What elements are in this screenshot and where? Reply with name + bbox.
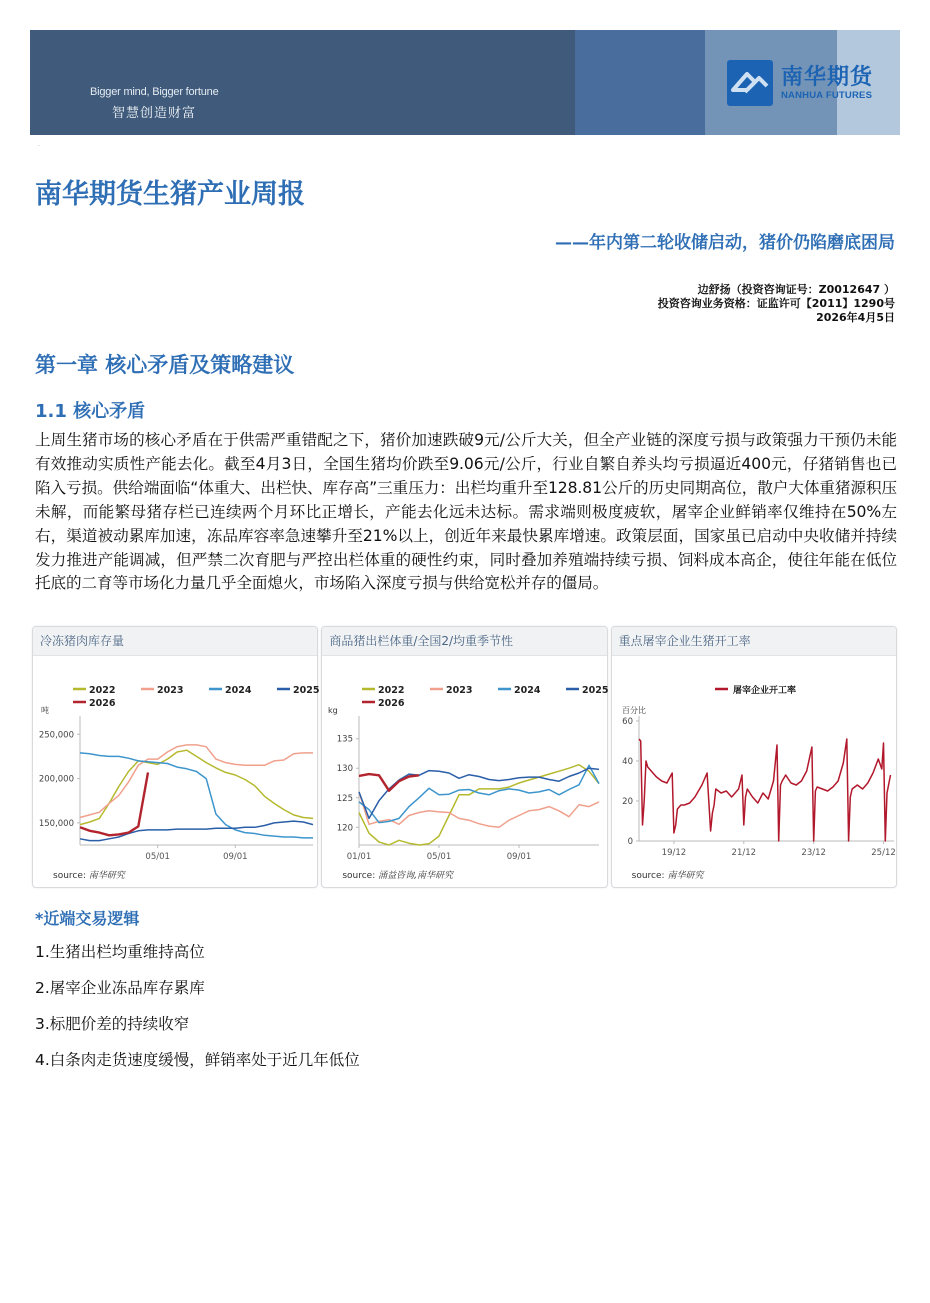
chart-title: 商品猪出栏体重/全国2/均重季节性	[322, 627, 606, 656]
report-title: 南华期货生猪产业周报	[35, 179, 305, 210]
y-tick-label: 130	[337, 764, 354, 775]
chart-card-frozen-pork-inventory	[32, 626, 318, 888]
report-subtitle: ——年内第二轮收储启动，猪价仍陷磨底困局	[555, 233, 895, 253]
x-tick-label: 09/01	[223, 852, 248, 862]
legend-label: 屠宰企业开工率	[732, 686, 796, 696]
series-line	[359, 792, 599, 827]
trading-logic-heading: *近端交易逻辑	[35, 909, 140, 928]
legend-label: 2024	[514, 685, 541, 696]
series-line	[80, 821, 313, 841]
legend-label: 2022	[378, 685, 405, 696]
section-heading: 1.1 核心矛盾	[35, 401, 146, 422]
x-tick-label: 21/12	[731, 848, 756, 858]
chart-source: source: 南华研究	[53, 871, 125, 881]
y-tick-label: 120	[337, 823, 354, 834]
y-tick-label: 135	[337, 734, 354, 745]
y-tick-label: 200,000	[38, 774, 74, 785]
qualification: 投资咨询业务资格：证监许可【2011】1290号	[657, 297, 895, 310]
chart-source: source: 南华研究	[631, 871, 704, 881]
y-axis-label: 吨	[41, 706, 49, 715]
series-line	[639, 739, 891, 841]
x-tick-label: 05/01	[145, 852, 170, 862]
list-item: 3.标肥价差的持续收窄	[35, 1015, 190, 1033]
slogan-chinese: 智慧创造财富	[112, 106, 197, 121]
y-tick-label: 40	[621, 757, 633, 767]
chapter-heading: 第一章 核心矛盾及策略建议	[35, 353, 295, 377]
company-logo	[727, 60, 873, 106]
legend-label: 2025	[293, 685, 320, 696]
chart-card-slaughter-operating-rate	[611, 626, 897, 888]
series-line	[80, 753, 313, 838]
banner-main-segment	[30, 30, 575, 135]
series-line	[80, 772, 148, 835]
list-item: 4.白条肉走货速度缓慢，鲜销率处于近几年低位	[35, 1051, 360, 1069]
logo-english-text: NANHUA FUTURES	[781, 89, 873, 101]
legend-label: 2023	[157, 685, 184, 696]
y-tick-label: 250,000	[38, 730, 74, 741]
chart-title: 冷冻猪肉库存量	[33, 627, 317, 656]
legend-label: 2026	[378, 698, 405, 709]
x-tick-label: 25/12	[870, 848, 896, 858]
line-chart	[33, 656, 320, 862]
y-tick-label: 60	[621, 717, 633, 727]
y-axis-label: 百分比	[621, 706, 646, 715]
line-chart	[612, 656, 898, 856]
legend-label: 2025	[582, 685, 609, 696]
line-chart	[322, 656, 609, 862]
y-tick-label: 0	[627, 837, 633, 847]
series-line	[80, 750, 313, 824]
banner-segment	[575, 30, 705, 135]
legend-label: 2022	[89, 685, 116, 696]
slogan-english: Bigger mind, Bigger fortune	[90, 86, 219, 98]
author: 边舒扬（投资咨询证号：Z0012647 ）	[697, 283, 895, 296]
x-tick-label: 01/01	[347, 852, 372, 862]
body-paragraph: 上周生猪市场的核心矛盾在于供需严重错配之下，猪价加速跌破9元/公斤大关，但全产业链的深度亏损与政策强力干预仍未能有效推动实质性产能去化。截至4月3日，全国生猪均价跌至9.06元/公斤，行业自繁自养头均亏损逼近400元，仔猪销售也已陷入亏损。供给端面临“体重大、出栏快、库存高”三重压力：出栏均重升至128.81公斤的历史同期高位，散户大体重猪源积压未解，而能繁母猪存栏已连续两个月环比正增长，产能去化远未达标。需求端则极度疲软，屠宰企业鲜销率仅维持在50%左右，渠道被动累库加速，冻品库容率急速攀升至21%以上，创近年来最快累库增速。政策层面，国家虽已启动中央收储并持续发力推进产能调减，但严禁二次育肥与严控出栏体重的硬性约束，同时叠加养殖端持续亏损、饲料成本高企，使往年能在低位托底的二育等市场化力量几乎全面熄火，市场陷入深度亏损与供给宽松并存的僵局。	[35, 431, 897, 593]
chart-title: 重点屠宰企业生猪开工率	[612, 627, 896, 656]
x-tick-label: 23/12	[801, 848, 826, 858]
page-marker: ·	[38, 143, 40, 150]
list-item: 2.屠宰企业冻品库存累库	[35, 979, 205, 997]
y-tick-label: 150,000	[38, 818, 74, 829]
chart-row	[32, 626, 897, 888]
logo-mark-icon	[727, 60, 773, 106]
y-tick-label: 20	[621, 797, 633, 807]
chart-source: source: 涌益咨询,南华研究	[342, 871, 453, 881]
x-tick-label: 09/01	[507, 852, 532, 862]
logo-chinese-text: 南华期货	[781, 64, 874, 90]
report-meta	[658, 283, 895, 325]
y-axis-label: kg	[328, 706, 339, 715]
x-tick-label: 19/12	[661, 848, 686, 858]
chart-card-slaughter-weight	[321, 626, 607, 888]
list-item: 1.生猪出栏均重维持高位	[35, 943, 205, 961]
y-tick-label: 125	[337, 793, 354, 804]
x-tick-label: 05/01	[427, 852, 452, 862]
trading-logic-list	[35, 941, 360, 1085]
legend-label: 2024	[225, 685, 252, 696]
legend-label: 2026	[89, 698, 116, 709]
legend-label: 2023	[446, 685, 473, 696]
report-date: 2026年4月5日	[816, 311, 895, 324]
